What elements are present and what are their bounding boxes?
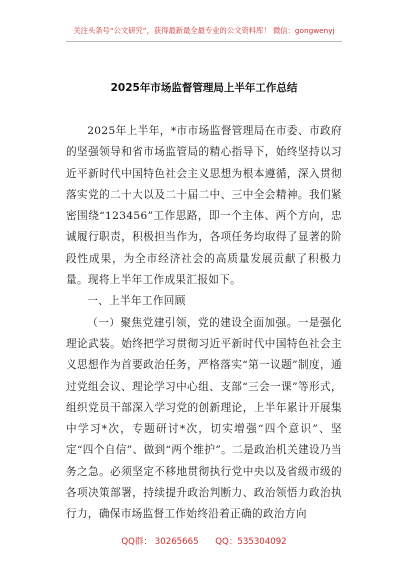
header-divider <box>66 41 342 42</box>
section-heading: 一、上半年工作回顾 <box>87 295 186 308</box>
body-paragraph: （一）聚焦党建引领，党的建设全面加强。一是强化理论武装。始终把学习贯彻习近平新时代中国特色社会主义思想作为首要政治任务，严格落实“第一议题”制度，通过党组会议、理论学习中心组、支部“三会一课”等形式，组织党员干部深入学习党的创新理论，上半年累计开展集中学习*次，专题研讨*次，切实增强“四个意识”、坚定“四个自信”、做到“两个维护”。二是政治机关建设乃当务之急。必须坚定不移地贯彻执行党中央以及省级市级的各项决策部署，持续提升政治判断力、政治领悟力政治执行力，确保市场监督工作始终沿着正确的政治方向 <box>66 316 342 521</box>
intro-paragraph: 2025年上半年，*市市场监督管理局在市委、市政府的坚强领导和省市场监管局的精心指导下，始终坚持以习近平新时代中国特色社会主义思想为根本遵循，深入贯彻落实党的二十大以及二十届二中、三中全会精神。我们紧密围绕“123456”工作思路，即一个主体、两个方向，忠诚履行职责，积极担当作为，各项任务均取得了显著的阶段性成果，为全市经济社会的高质量发展贡献了积极力量。现将上半年工作成果汇报如下。 <box>66 125 342 287</box>
promo-banner: 关注头条号“公文研究”，获得最新最全最专业的公文资料库！ 微信：gongwenyj <box>73 26 335 35</box>
document-title: 2025年市场监督管理局上半年工作总结 <box>110 82 298 94</box>
document-body <box>66 121 342 526</box>
qq-group-text: QQ群： 30265665 <box>121 537 199 547</box>
footer-contact <box>0 535 408 547</box>
qq-number-text: QQ：535304092 <box>215 537 287 547</box>
